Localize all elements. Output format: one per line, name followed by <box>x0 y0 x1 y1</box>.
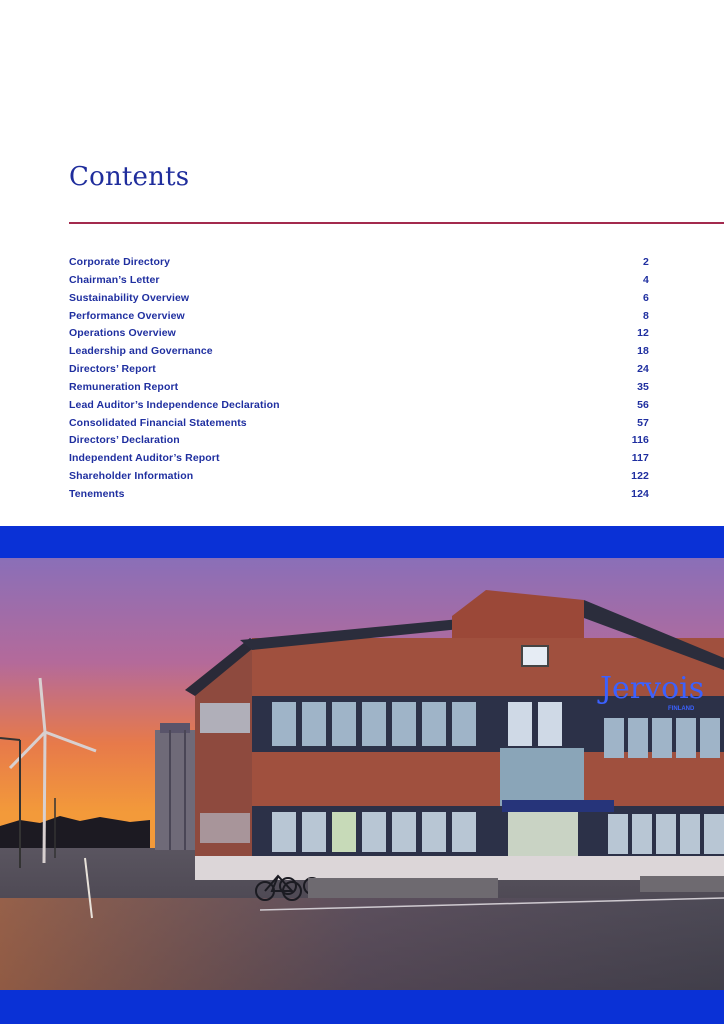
toc-entry[interactable] <box>69 363 649 381</box>
toc-entry-page: 4 <box>643 273 649 286</box>
toc-entry-page: 122 <box>631 470 649 483</box>
toc-entry[interactable] <box>69 488 649 506</box>
toc-entry-label: Consolidated Financial Statements <box>69 416 247 429</box>
toc-entry-label: Leadership and Governance <box>69 345 213 358</box>
toc-entry-page: 2 <box>643 256 649 268</box>
toc-entry-label: Tenements <box>69 487 125 500</box>
toc-entry[interactable] <box>69 470 649 488</box>
toc-entry-page: 117 <box>631 452 649 465</box>
building-photo <box>0 558 724 990</box>
building-sign-subtext: FINLAND <box>668 706 695 712</box>
toc-entry-label: Performance Overview <box>69 309 185 322</box>
toc-entry[interactable] <box>69 256 649 274</box>
toc-entry[interactable] <box>69 452 649 470</box>
page-title: Contents <box>69 162 190 192</box>
toc-entry-page: 35 <box>637 380 649 393</box>
wet-reflection <box>0 898 724 990</box>
toc-entry-page: 24 <box>637 363 649 376</box>
toc-entry-label: Directors’ Report <box>69 363 156 376</box>
bottom-color-band <box>0 990 724 1024</box>
toc-entry-page: 8 <box>643 309 649 322</box>
toc-entry[interactable] <box>69 327 649 345</box>
toc-entry-page: 116 <box>631 434 649 447</box>
toc-entry-label: Sustainability Overview <box>69 291 190 304</box>
contents-list <box>69 256 649 506</box>
toc-entry[interactable] <box>69 417 649 435</box>
top-color-band <box>0 526 724 558</box>
toc-entry-page: 57 <box>637 416 649 429</box>
title-divider <box>69 222 724 224</box>
toc-entry[interactable] <box>69 274 649 292</box>
toc-entry[interactable] <box>69 381 649 399</box>
toc-entry-label: Chairman’s Letter <box>69 273 160 286</box>
building-sign: Jervois <box>600 671 705 706</box>
toc-entry-label: Operations Overview <box>69 327 176 340</box>
toc-entry-label: Independent Auditor’s Report <box>69 452 220 465</box>
toc-entry-label: Directors’ Declaration <box>69 434 180 447</box>
toc-entry[interactable] <box>69 345 649 363</box>
toc-entry-label: Corporate Directory <box>69 256 171 268</box>
toc-entry-page: 18 <box>637 345 649 358</box>
toc-entry-label: Lead Auditor’s Independence Declaration <box>69 398 280 411</box>
toc-entry[interactable] <box>69 434 649 452</box>
toc-entry-page: 56 <box>637 398 649 411</box>
silos <box>155 723 197 850</box>
toc-entry-page: 124 <box>631 487 649 500</box>
toc-entry-page: 6 <box>643 291 649 304</box>
toc-entry[interactable] <box>69 310 649 328</box>
toc-entry-page: 12 <box>637 327 649 340</box>
toc-entry[interactable] <box>69 399 649 417</box>
toc-entry[interactable] <box>69 292 649 310</box>
toc-entry-label: Shareholder Information <box>69 470 194 483</box>
toc-entry-label: Remuneration Report <box>69 380 179 393</box>
